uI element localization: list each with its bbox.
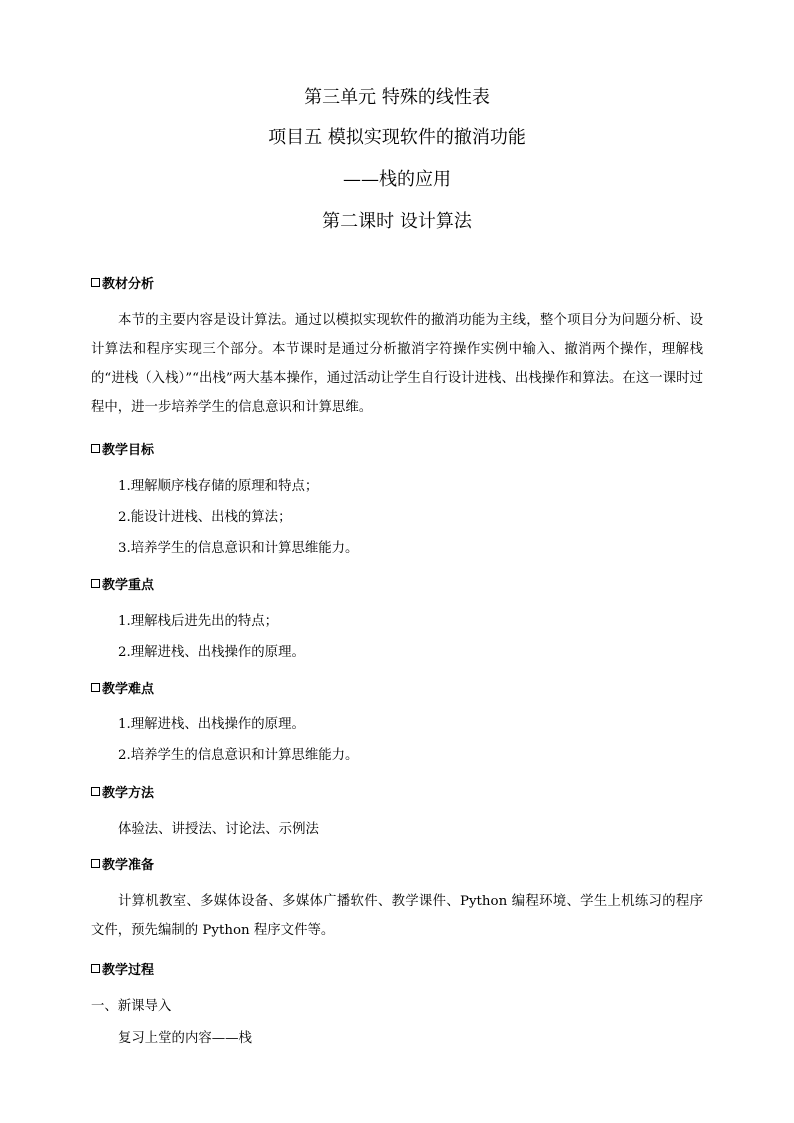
checkbox-bullet-icon [91, 859, 100, 868]
section-heading-process: 教学过程 [91, 962, 154, 980]
project-title: 项目五 模拟实现软件的撤消功能 [268, 127, 526, 148]
section-heading-goals: 教学目标 [91, 442, 154, 460]
checkbox-bullet-icon [91, 787, 100, 796]
section-heading-preparation: 教学准备 [91, 857, 154, 875]
material-paragraph: 本节的主要内容是设计算法。通过以模拟实现软件的撤消功能为主线，整个项目分为问题分析、设计算法和程序实现三个部分。本节课时是通过分析撤消字符操作实例中输入、撤消两个操作，理解栈的“进栈（入栈）”“出栈”两大基本操作，通过活动让学生自行设计进栈、出栈操作和算法。在这一课时过程中，进一步培养学生的信息意识和计算思维。 [91, 313, 703, 415]
difficulty-item: 1.理解进栈、出栈操作的原理。 [118, 717, 305, 732]
section-heading-difficulties: 教学难点 [91, 681, 154, 699]
checkbox-bullet-icon [91, 683, 100, 692]
project-subtitle: ——栈的应用 [343, 169, 451, 190]
difficulty-item: 2.培养学生的信息意识和计算思维能力。 [118, 748, 359, 763]
preparation-paragraph: 计算机教室、多媒体设备、多媒体广播软件、教学课件、Python 编程环境、学生上机练习的程序文件，预先编制的 Python 程序文件等。 [91, 894, 703, 938]
key-point-item: 2.理解进栈、出栈操作的原理。 [118, 645, 305, 660]
methods-text: 体验法、讲授法、讨论法、示例法 [118, 822, 319, 837]
unit-title: 第三单元 特殊的线性表 [304, 87, 490, 108]
process-step-heading: 一、新课导入 [91, 999, 172, 1014]
goal-item: 3.培养学生的信息意识和计算思维能力。 [118, 541, 359, 556]
checkbox-bullet-icon [91, 579, 100, 588]
section-heading-material: 教材分析 [91, 276, 154, 294]
process-step-text: 复习上堂的内容——栈 [118, 1031, 252, 1046]
goal-item: 1.理解顺序栈存储的原理和特点； [118, 479, 319, 494]
checkbox-bullet-icon [91, 278, 100, 287]
lesson-title: 第二课时 设计算法 [322, 211, 472, 232]
goal-item: 2.能设计进栈、出栈的算法； [118, 510, 292, 525]
checkbox-bullet-icon [91, 444, 100, 453]
checkbox-bullet-icon [91, 964, 100, 973]
section-heading-key-points: 教学重点 [91, 577, 154, 595]
section-heading-methods: 教学方法 [91, 785, 154, 803]
key-point-item: 1.理解栈后进先出的特点； [118, 614, 279, 629]
